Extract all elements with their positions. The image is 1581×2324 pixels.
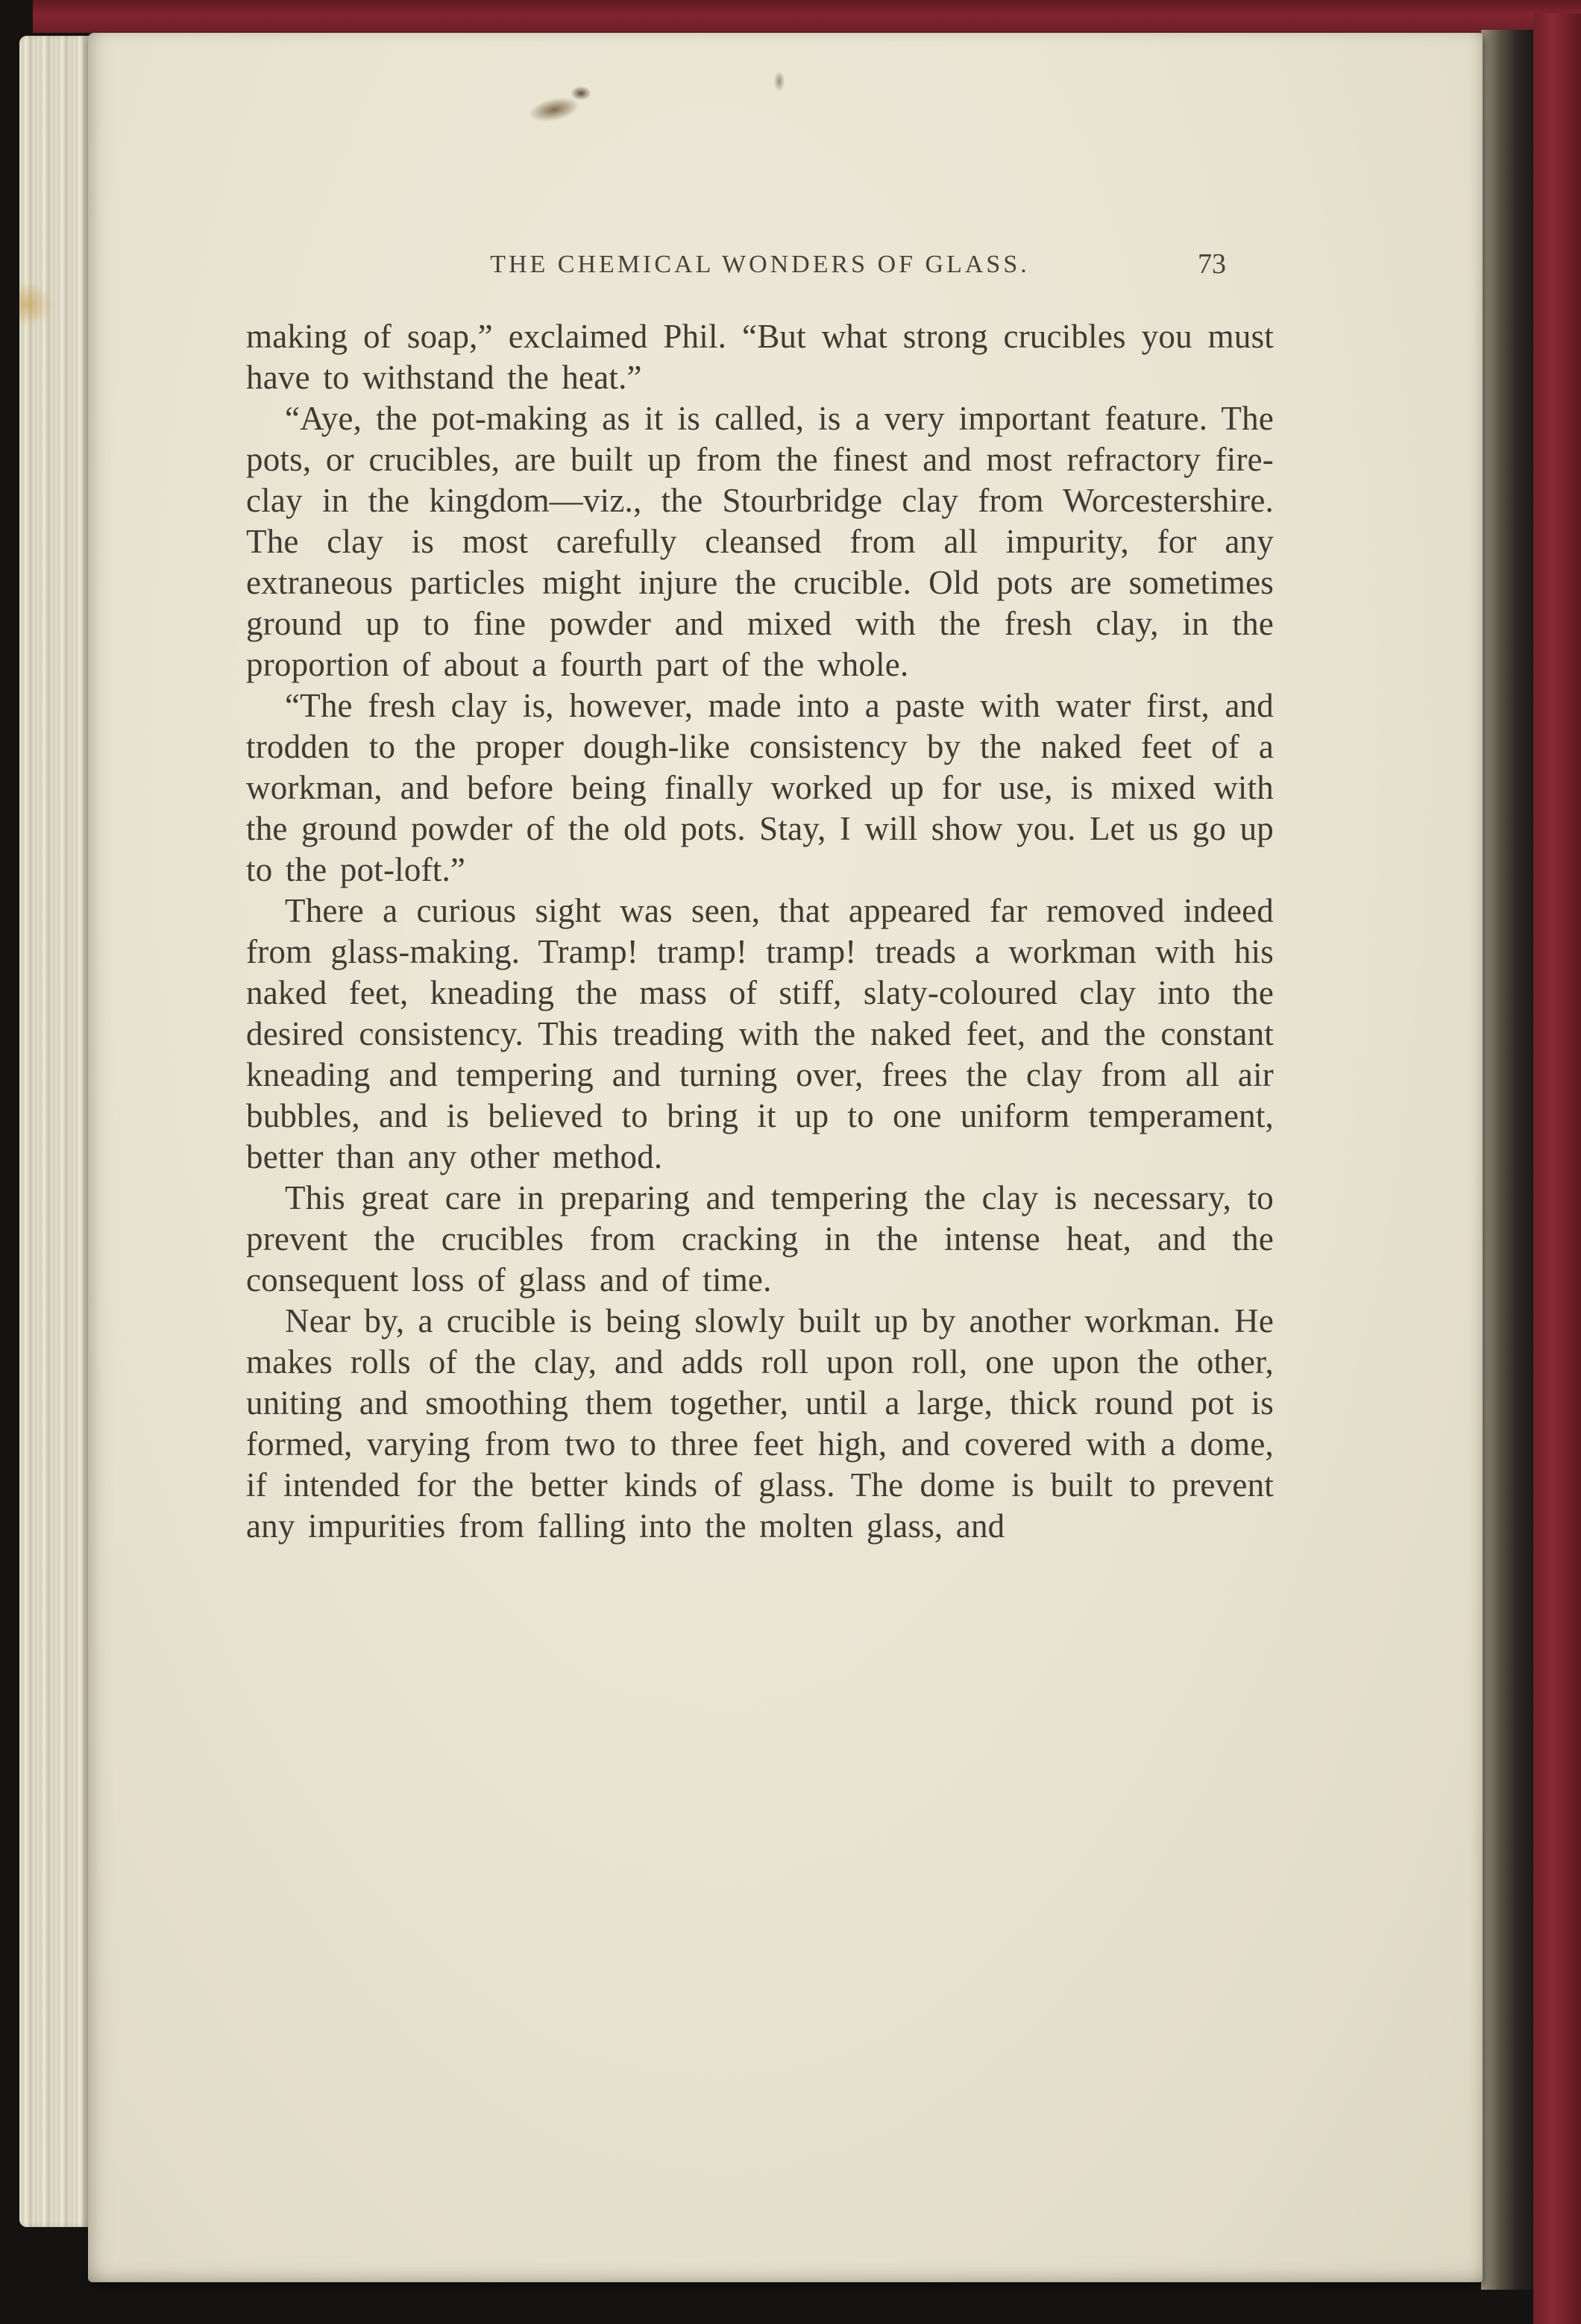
page-gutter-shadow: [1481, 30, 1533, 2290]
book-cover-right-edge: [1533, 13, 1581, 2324]
body-paragraph: There a curious sight was seen, that appeared far removed indeed from glass-making. Tramp! tramp! tramp! treads a workman with his naked feet, kneading the mass of stiff, slaty-coloured clay into the desired consistency. This treading with the naked feet, and the constant kneading and tempering and turning over, frees the clay from all air bubbles, and is believed to bring it up to one uniform temperament, better than any other method.: [246, 892, 1274, 1175]
stain: [19, 282, 54, 327]
stain: [527, 93, 582, 126]
stain: [774, 72, 785, 91]
body-paragraph: Near by, a crucible is being slowly built up by another workman. He makes rolls of the clay, and adds roll upon roll, one upon the other, uniting and smoothing them together, until a large, thick round pot is formed, varying from two to three feet high, and covered with a dome, if intended for the better kinds of glass. The dome is built to prevent any impurities from falling into the molten glass, and: [246, 1302, 1274, 1545]
body-paragraph: “Aye, the pot-making as it is called, is a very important feature. The pots, or crucibles, are built up from the finest and most refractory fire-clay in the kingdom—viz., the Stourbridge clay from Worcestershire. The clay is most carefully cleansed from all impurity, for any extraneous particles might injure the crucible. Old pots are sometimes ground up to fine powder and mixed with the fresh clay, in the proportion of about a fourth part of the whole.: [246, 400, 1274, 683]
body-paragraph: “The fresh clay is, however, made into a paste with water first, and trodden to the proper dough-like consistency by the naked feet of a workman, and before being finally worked up for use, is mixed with the ground powder of the old pots. Stay, I will show you. Let us go up to the pot-loft.”: [246, 687, 1274, 888]
page-number: 73: [1198, 248, 1226, 280]
body-paragraph: making of soap,” exclaimed Phil. “But what strong crucibles you must have to withstand the heat.”: [246, 318, 1274, 396]
text-block: [246, 248, 1274, 1547]
page-body: [246, 316, 1274, 1547]
book-page: [88, 33, 1483, 2282]
page-edges-stack: [19, 36, 89, 2227]
stain: [571, 87, 591, 100]
book-cover-top-edge: [33, 0, 1581, 33]
body-paragraph: This great care in preparing and tempering the clay is necessary, to prevent the crucibles from cracking in the intense heat, and the consequent loss of glass and of time.: [246, 1179, 1274, 1298]
running-header: [246, 248, 1274, 298]
running-header-title: THE CHEMICAL WONDERS OF GLASS.: [490, 251, 1030, 278]
